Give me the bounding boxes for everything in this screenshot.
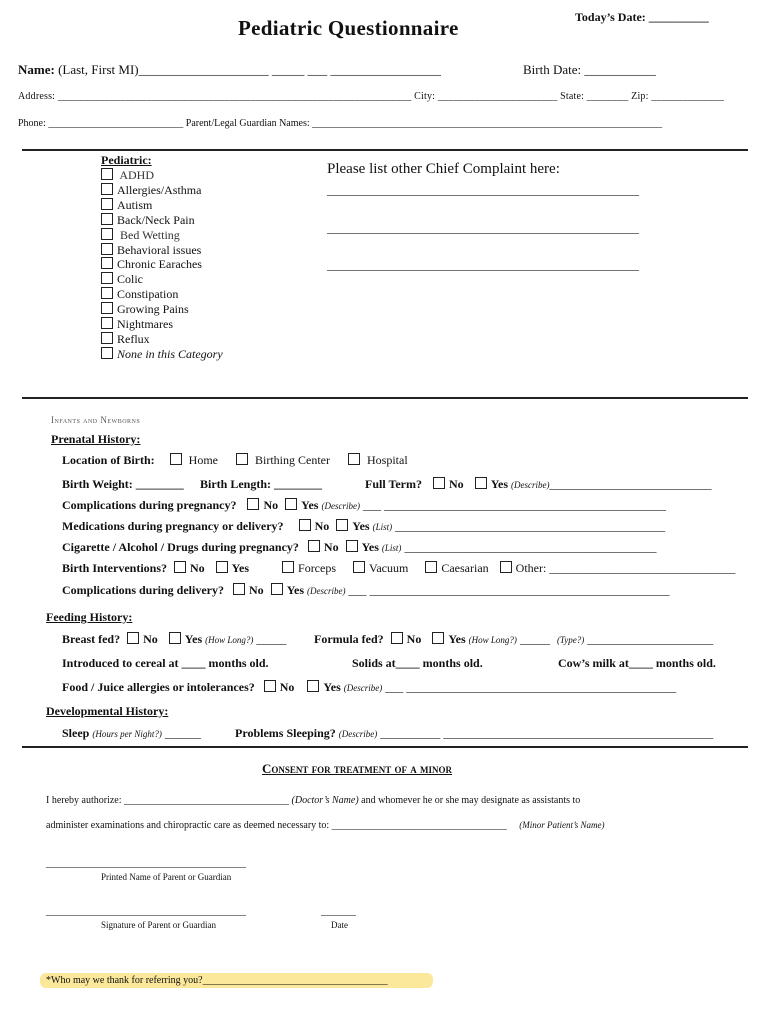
signature-line[interactable]: ________________________________________: [46, 906, 246, 917]
checkbox[interactable]: [101, 272, 113, 284]
checkbox[interactable]: [353, 561, 365, 573]
divider: [22, 397, 748, 399]
complaint-label: Please list other Chief Complaint here:: [327, 161, 560, 177]
checkbox[interactable]: [101, 183, 113, 195]
checkbox[interactable]: [336, 519, 348, 531]
checkbox-item[interactable]: Reflux: [101, 332, 223, 347]
signature-label: Signature of Parent or Guardian: [101, 920, 216, 930]
checkbox[interactable]: [101, 347, 113, 359]
referral-field[interactable]: *Who may we thank for referring you?_____________________________________: [40, 973, 433, 988]
checkbox[interactable]: [425, 561, 437, 573]
checkbox-item[interactable]: Chronic Earaches: [101, 257, 223, 272]
consent-heading: Consent for treatment of a minor: [262, 761, 452, 776]
checkbox[interactable]: [433, 477, 445, 489]
checkbox[interactable]: [271, 583, 283, 595]
printed-name-line[interactable]: ________________________________________: [46, 858, 246, 869]
checkbox-item[interactable]: Colic: [101, 272, 223, 287]
cereal-field[interactable]: Introduced to cereal at ____ months old.: [62, 656, 269, 670]
solids-field[interactable]: Solids at____ months old.: [352, 656, 483, 670]
food-allergies-row: Food / Juice allergies or intolerances? No Yes (Describe) ___ _____________________________________________: [62, 680, 677, 694]
cows-milk-field[interactable]: Cow’s milk at____ months old.: [558, 656, 716, 670]
checkbox[interactable]: [127, 632, 139, 644]
phone-field[interactable]: Phone: ___________________________ Parent/Legal Guardian Names: ______________________________________________________________________: [18, 118, 663, 129]
formula-fed-row: Formula fed? No Yes (How Long?) _____ (Type?) _____________________: [314, 632, 714, 646]
checkbox[interactable]: [391, 632, 403, 644]
checkbox[interactable]: [307, 680, 319, 692]
birth-weight-field[interactable]: Birth Weight: ________: [62, 477, 184, 491]
checkbox[interactable]: [216, 561, 228, 573]
checkbox[interactable]: [264, 680, 276, 692]
checkbox[interactable]: [101, 198, 113, 210]
cigarette-row: Cigarette / Alcohol / Drugs during pregnancy? No Yes (List) __________________________________________: [62, 540, 657, 554]
complications-pregnancy-row: Complications during pregnancy? No Yes (Describe) ___ _______________________________________________: [62, 498, 666, 512]
birth-interventions-row: Birth Interventions? No Yes Forceps Vacuum Caesarian Other: _______________________________: [62, 561, 736, 575]
checkbox[interactable]: [101, 213, 113, 225]
feeding-heading: Feeding History:: [46, 610, 133, 624]
address-field[interactable]: Address: ____________________________________________________________________ City: _______________________ State: ________ Zip: ______________: [18, 91, 725, 102]
checkbox[interactable]: [101, 317, 113, 329]
date-line[interactable]: _______: [321, 906, 356, 917]
printed-name-label: Printed Name of Parent or Guardian: [101, 872, 232, 882]
checkbox[interactable]: [236, 453, 248, 465]
location-home-option[interactable]: Home: [170, 453, 218, 467]
checkbox-item[interactable]: Constipation: [101, 287, 223, 302]
checkbox[interactable]: [432, 632, 444, 644]
pediatric-heading: Pediatric:: [101, 153, 152, 167]
infants-section-title: Infants and Newborns: [51, 415, 141, 425]
checkbox[interactable]: [475, 477, 487, 489]
checkbox[interactable]: [101, 168, 113, 180]
checkbox[interactable]: [346, 540, 358, 552]
complaint-line[interactable]: ____________________________________________________: [327, 258, 639, 272]
divider: [22, 149, 748, 151]
checkbox[interactable]: [170, 453, 182, 465]
complaint-line[interactable]: ____________________________________________________: [327, 221, 639, 235]
doctor-name-field[interactable]: I hereby authorize: _________________________________: [46, 795, 290, 806]
checkbox[interactable]: [169, 632, 181, 644]
complications-delivery-row: Complications during delivery? No Yes (Describe) ___ __________________________________________________: [62, 583, 670, 597]
medications-row: Medications during pregnancy or delivery? No Yes (List) _____________________________________________: [62, 519, 666, 533]
checkbox-item[interactable]: Bed Wetting: [101, 228, 223, 243]
checkbox[interactable]: [282, 561, 294, 573]
checkbox[interactable]: [348, 453, 360, 465]
checkbox[interactable]: [101, 257, 113, 269]
administer-row: administer examinations and chiropractic care as deemed necessary to: ___________________________________ (Minor Patient’s Name): [46, 820, 605, 831]
name-field[interactable]: [18, 62, 441, 78]
todays-date-field[interactable]: Today’s Date: __________: [575, 10, 709, 24]
checkbox-item[interactable]: Allergies/Asthma: [101, 183, 223, 198]
pediatric-list: [101, 168, 223, 362]
location-row: Location of Birth: Home Birthing Center Hospital: [62, 453, 408, 467]
divider: [22, 746, 748, 748]
prenatal-heading: Prenatal History:: [51, 432, 141, 446]
checkbox[interactable]: [247, 498, 259, 510]
minor-name-field[interactable]: administer examinations and chiropractic care as deemed necessary to: ___________________________________: [46, 820, 507, 831]
checkbox[interactable]: [101, 302, 113, 314]
checkbox[interactable]: [101, 332, 113, 344]
checkbox-item[interactable]: None in this Category: [101, 347, 223, 362]
full-term-row: Full Term? No Yes (Describe)___________________________: [365, 477, 712, 491]
checkbox[interactable]: [101, 243, 113, 255]
name-hint: (Last, First MI)____________________ _____ ___ _________________: [58, 62, 441, 77]
complaint-line[interactable]: ____________________________________________________: [327, 183, 639, 197]
checkbox-item[interactable]: Growing Pains: [101, 302, 223, 317]
checkbox-item[interactable]: Autism: [101, 198, 223, 213]
checkbox[interactable]: [233, 583, 245, 595]
checkbox[interactable]: [101, 228, 113, 240]
checkbox[interactable]: [500, 561, 512, 573]
checkbox-item[interactable]: Nightmares: [101, 317, 223, 332]
checkbox-item[interactable]: ADHD: [101, 168, 223, 183]
checkbox[interactable]: [174, 561, 186, 573]
checkbox[interactable]: [101, 287, 113, 299]
sleep-row: Sleep (Hours per Night?) ______: [62, 726, 201, 740]
breast-fed-row: Breast fed? No Yes (How Long?) _____: [62, 632, 287, 646]
checkbox[interactable]: [308, 540, 320, 552]
checkbox-item[interactable]: Behavioral issues: [101, 243, 223, 258]
location-birthing-center-option[interactable]: Birthing Center: [236, 453, 330, 467]
date-label: Date: [331, 920, 348, 930]
page-title: Pediatric Questionnaire: [238, 16, 459, 40]
developmental-heading: Developmental History:: [46, 704, 169, 718]
checkbox-item[interactable]: Back/Neck Pain: [101, 213, 223, 228]
birth-length-field[interactable]: Birth Length: ________: [200, 477, 323, 491]
checkbox[interactable]: [285, 498, 297, 510]
authorize-row: I hereby authorize: _________________________________ (Doctor’s Name) and whomever he or she may designate as assistants to: [46, 795, 581, 806]
name-label: Name:: [18, 62, 55, 77]
problems-sleeping-row: Problems Sleeping? (Describe) __________ _____________________________________________: [235, 726, 714, 740]
birth-date-field[interactable]: Birth Date: ___________: [523, 62, 656, 77]
location-hospital-option[interactable]: Hospital: [348, 453, 408, 467]
checkbox[interactable]: [299, 519, 311, 531]
